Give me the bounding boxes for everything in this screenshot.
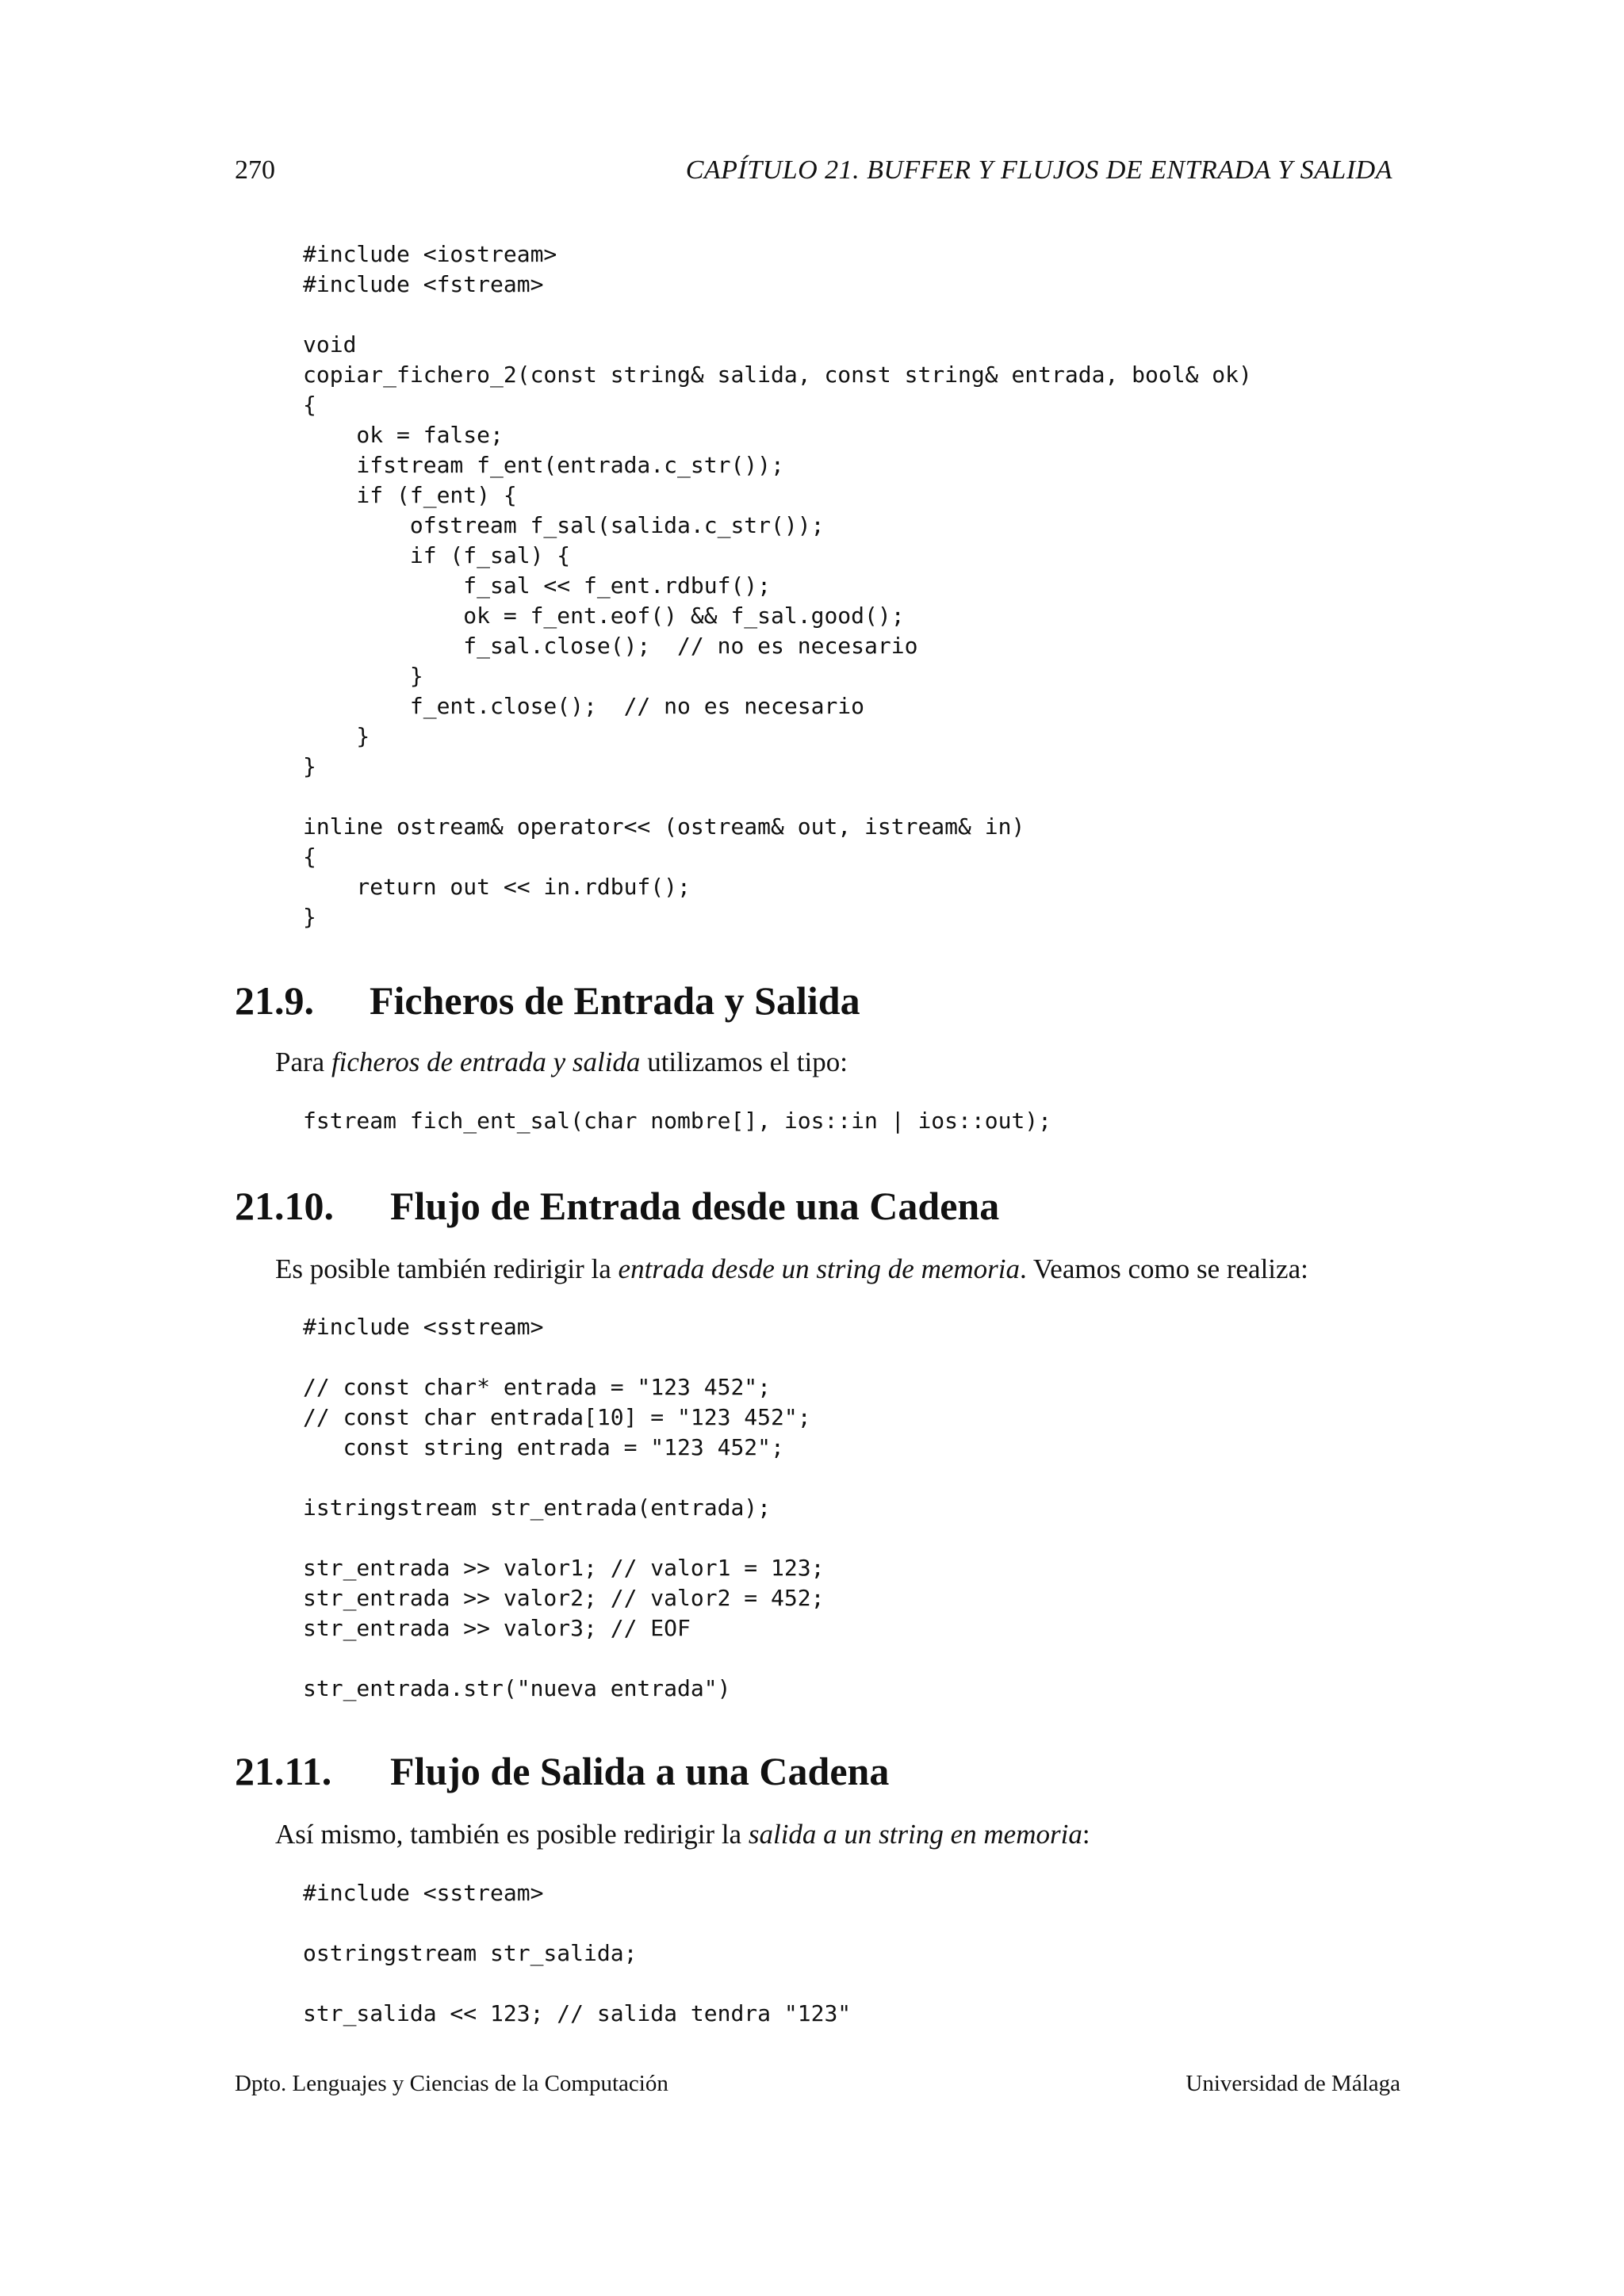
code-line: str_entrada >> valor3; // EOF <box>303 1615 691 1641</box>
page-footer <box>235 2071 1400 2103</box>
code-line: return out << in.rdbuf(); <box>303 874 691 900</box>
code-line: #include <sstream> <box>303 1880 544 1906</box>
code-line: str_entrada >> valor1; // valor1 = 123; <box>303 1555 825 1581</box>
code-line <box>303 1908 851 1938</box>
code-block-copiar-fichero <box>303 239 1252 932</box>
code-line: f_sal << f_ent.rdbuf(); <box>303 572 772 599</box>
code-line: istringstream str_entrada(entrada); <box>303 1494 772 1521</box>
code-line: fstream fich_ent_sal(char nombre[], ios::in | ios::out); <box>303 1108 1052 1134</box>
code-line <box>303 1969 851 1999</box>
code-line: if (f_sal) { <box>303 542 571 568</box>
section-title: Flujo de Entrada desde una Cadena <box>390 1184 1000 1228</box>
code-line: // const char* entrada = "123 452"; <box>303 1374 772 1400</box>
code-line: #include <sstream> <box>303 1314 544 1340</box>
code-line: ok = false; <box>303 422 504 448</box>
code-line: str_salida << 123; // salida tendra "123" <box>303 2000 852 2026</box>
section-number: 21.9. <box>235 978 314 1023</box>
code-line: ofstream f_sal(salida.c_str()); <box>303 512 825 538</box>
code-line: } <box>303 904 316 930</box>
running-head <box>235 155 1392 195</box>
code-line: inline ostream& operator<< (ostream& out, istream& in) <box>303 813 1025 840</box>
code-line: str_entrada >> valor2; // valor2 = 452; <box>303 1585 825 1611</box>
code-line: } <box>303 753 316 779</box>
code-line <box>303 1342 824 1372</box>
code-line <box>303 1523 824 1553</box>
code-line <box>303 1463 824 1493</box>
section-title: Flujo de Salida a una Cadena <box>390 1749 890 1793</box>
code-line: ifstream f_ent(entrada.c_str()); <box>303 452 784 478</box>
code-line: str_entrada.str("nueva entrada") <box>303 1675 731 1701</box>
code-line: const string entrada = "123 452"; <box>303 1434 784 1460</box>
section-heading-21-11 <box>235 1747 889 1795</box>
code-line: ok = f_ent.eof() && f_sal.good(); <box>303 603 905 629</box>
emphasis: entrada desde un string de memoria <box>618 1253 1021 1284</box>
code-block-istringstream <box>303 1312 824 1704</box>
code-line: void <box>303 331 357 358</box>
code-line: } <box>303 723 370 749</box>
paragraph-21-10: Es posible también redirigir la entrada desde un string de memoria. Veamos como se realiza: <box>275 1253 1308 1284</box>
code-block-ostringstream <box>303 1878 851 2029</box>
emphasis: salida a un string en memoria <box>748 1819 1082 1850</box>
code-line: if (f_ent) { <box>303 482 517 508</box>
section-heading-21-9 <box>235 977 860 1024</box>
code-line: // const char entrada[10] = "123 452"; <box>303 1404 811 1430</box>
code-line: ostringstream str_salida; <box>303 1940 638 1966</box>
section-heading-21-10 <box>235 1182 999 1230</box>
code-line: } <box>303 663 423 689</box>
section-number: 21.11. <box>235 1749 332 1793</box>
code-line: f_sal.close(); // no es necesario <box>303 633 918 659</box>
code-line: copiar_fichero_2(const string& salida, const string& entrada, bool& ok) <box>303 362 1252 388</box>
code-line <box>303 1644 824 1674</box>
code-line <box>303 782 1252 812</box>
code-line: { <box>303 844 316 870</box>
code-line: #include <iostream> <box>303 241 557 267</box>
section-number: 21.10. <box>235 1184 334 1228</box>
chapter-title: CAPÍTULO 21. BUFFER Y FLUJOS DE ENTRADA Y SALIDA <box>685 155 1392 185</box>
footer-university: Universidad de Málaga <box>1185 2071 1400 2096</box>
code-line: { <box>303 392 316 418</box>
emphasis: ficheros de entrada y salida <box>331 1047 641 1077</box>
paragraph-21-9: Para ficheros de entrada y salida utilizamos el tipo: <box>275 1047 848 1077</box>
code-line <box>303 300 1252 330</box>
code-block-fstream <box>303 1106 1051 1136</box>
section-title: Ficheros de Entrada y Salida <box>370 978 860 1023</box>
paragraph-21-11: Así mismo, también es posible redirigir la salida a un string en memoria: <box>275 1819 1090 1850</box>
page-number: 270 <box>235 155 275 185</box>
code-line: f_ent.close(); // no es necesario <box>303 693 865 719</box>
footer-department: Dpto. Lenguajes y Ciencias de la Computación <box>235 2071 668 2096</box>
code-line: #include <fstream> <box>303 271 544 297</box>
